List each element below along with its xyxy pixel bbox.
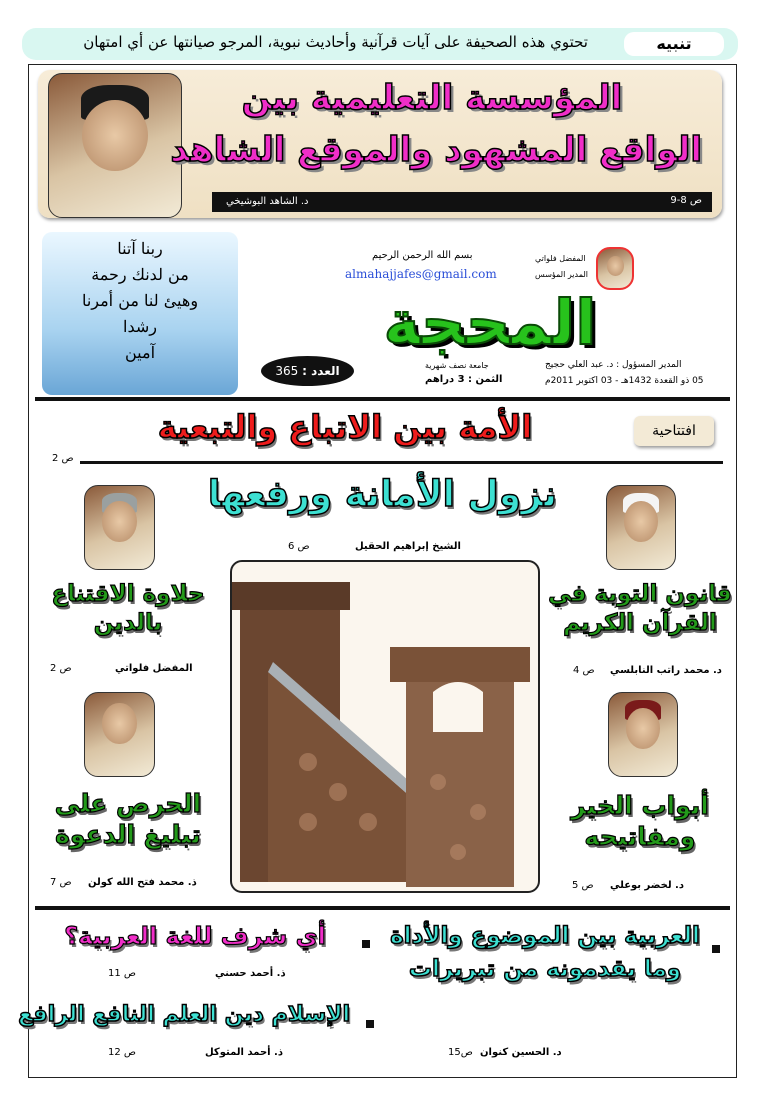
bullet-icon [362,940,370,948]
article-page: ص 5 [572,880,594,891]
issue-number: 365 [275,364,299,378]
lead-byline-strip [212,192,712,212]
article-title[interactable]: أبواب الخير ومفاتيحه [571,791,709,852]
bottom-article-title[interactable]: أي شرف للغة العربية؟ [64,922,326,950]
lead-title-line1: المؤسسة التعليمية بين [241,78,623,118]
bottom-article-author: ذ. أحمد حسني [215,968,286,979]
notice-text: تحتوي هذه الصحيفة على آيات قرآنية وأحاديث نبوية، المرجو صيانتها عن أي امتهان [83,33,588,51]
bullet-icon [366,1020,374,1028]
bottom-article-page: ص 12 [108,1047,137,1058]
article-author: المفضل فلواتي [115,663,193,674]
divider [35,397,730,401]
center-author: الشيخ إبراهيم الحقيل [355,541,461,552]
article-author: ذ. محمد فتح الله كولن [88,877,197,888]
author-photo [84,485,155,570]
founder-title: المدير المؤسس [535,270,588,279]
lead-page: ص 8-9 [670,195,702,206]
email-link[interactable]: almahajjafes@gmail.com [345,267,497,281]
article-page: ص 2 [50,663,72,674]
prayer-line: من لدنك رحمة [91,265,189,284]
periodicity: جامعة نصف شهرية [425,361,489,370]
author-photo [608,692,678,777]
article-author: د. لخضر بوعلي [610,880,684,891]
issue-badge [261,356,354,386]
minbar-image [230,560,540,893]
bottom-article-page: ص 11 [108,968,137,979]
founder-name: المفضل فلواتي [535,254,586,263]
bottom-article-title[interactable]: الإسلام دين العلم النافع الرافع [18,1002,350,1027]
bullet-icon [712,945,720,953]
notice-tag: تنبيه [624,32,724,56]
article-title[interactable]: الحرص على تبليغ الدعوة [54,789,202,850]
bottom-article-author: د. الحسين كنوان [480,1047,562,1058]
editorial-label: افتتاحية [634,416,714,446]
article-page: ص 7 [50,877,72,888]
editorial-title[interactable]: الأمة بين الاتباع والتبعية [157,408,533,446]
price: الثمن : 3 دراهم [425,374,503,385]
article-title[interactable]: قانون التوبة في القرآن الكريم [548,581,732,636]
issue-date: 05 ذو القعدة 1432هـ - 03 اكتوبر 2011م [545,376,704,386]
masthead-logo: المحجة [383,286,597,359]
article-author: د. محمد راتب النابلسي [610,665,722,676]
author-photo [606,485,676,570]
prayer-line: وهيئ لنا من أمرنا [81,291,199,310]
issue-label: العدد : [302,364,340,378]
director: المدير المسؤول : د. عبد العلي حجيج [545,360,682,370]
author-photo [84,692,155,777]
prayer-box [42,232,238,395]
prayer-line: ربنا آتنا [117,239,163,258]
bottom-article-page: ص15 [448,1047,473,1058]
bottom-article-title[interactable]: العربية بين الموضوع والأداة وما يقدمونه من تبريرات [390,923,700,983]
notice-bar [22,28,738,60]
center-page: ص 6 [288,541,310,552]
prayer-line: آمين [124,343,156,362]
lead-title-line2: الواقع المشهود والموقع الشاهد [170,130,702,170]
center-title[interactable]: نزول الأمانة ورفعها [207,474,558,515]
divider [35,906,730,910]
divider [80,461,723,464]
article-page: ص 4 [573,665,595,676]
lead-author: د. الشاهد البوشيخي [226,196,309,207]
bottom-article-author: ذ. أحمد المتوكل [205,1047,283,1058]
editorial-page: ص 2 [52,453,74,464]
basmala: بسم الله الرحمن الرحيم [372,250,473,261]
prayer-line: رشدا [123,317,157,336]
article-title[interactable]: حلاوة الاقتناع بالدين [51,581,205,636]
founder-photo [596,247,634,290]
lead-author-photo [48,73,182,218]
